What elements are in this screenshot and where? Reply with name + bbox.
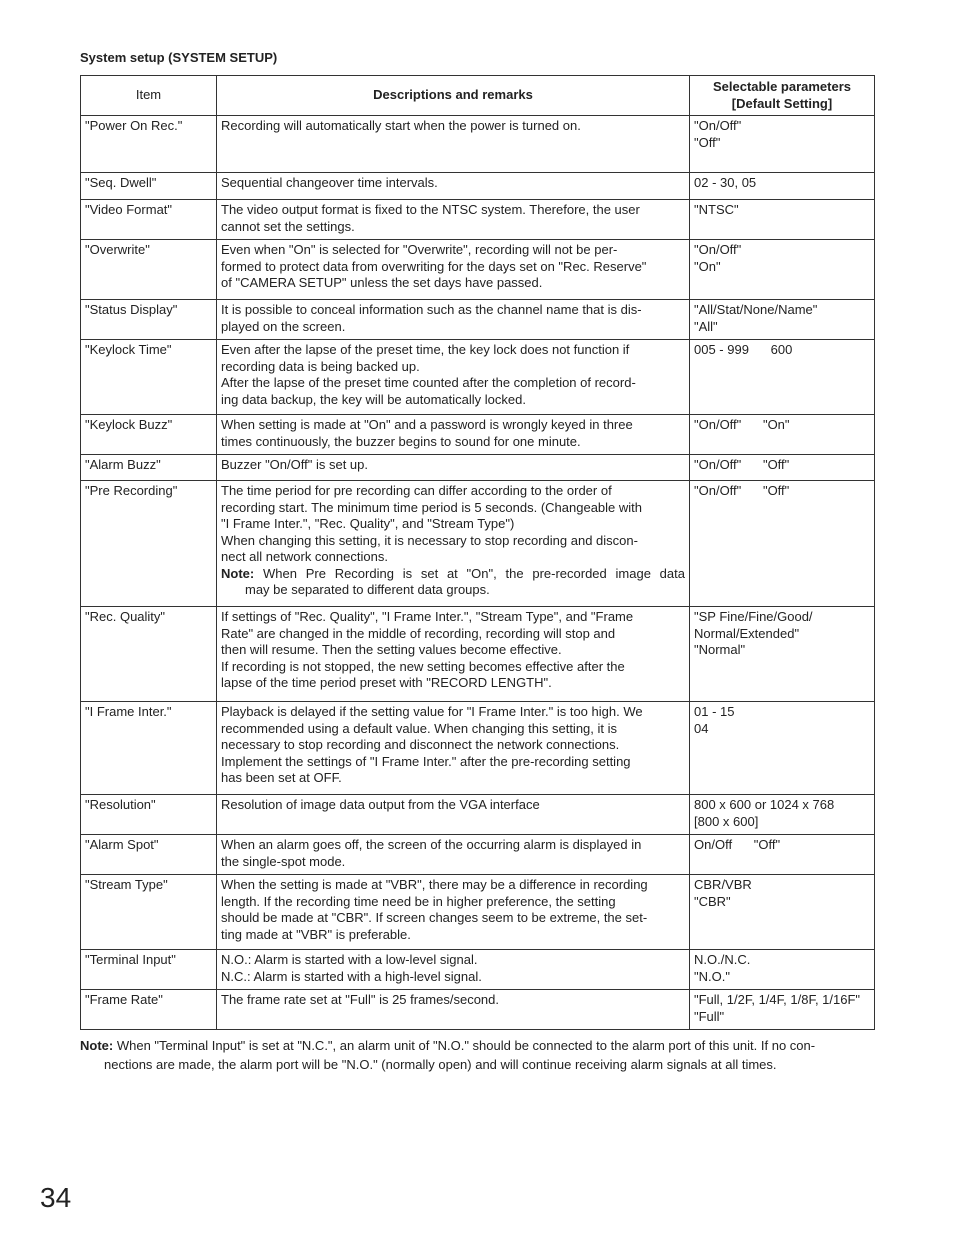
description-cell — [217, 795, 690, 835]
parameter-line: "On/Off" "Off" — [694, 483, 790, 498]
table-row — [81, 415, 875, 455]
description-line: When the setting is made at "VBR", there may be a difference in recording — [221, 877, 648, 892]
description-cell — [217, 875, 690, 950]
description-line: It is possible to conceal information such as the channel name that is dis- — [221, 302, 642, 317]
footnote-line2: nections are made, the alarm port will be "N.O." (normally open) and will continue receiving alarm signals at all times. — [104, 1056, 777, 1072]
item-cell: "Rec. Quality" — [81, 607, 217, 702]
footnote — [80, 1037, 876, 1074]
description-cell — [217, 702, 690, 795]
description-line: The video output format is fixed to the NTSC system. Therefore, the user — [221, 202, 640, 217]
parameter-line: On/Off "Off" — [694, 837, 781, 852]
table-row — [81, 990, 875, 1030]
parameter-line: "On" — [694, 258, 721, 274]
header-item: Item — [81, 76, 217, 116]
description-line: should be made at "CBR". If screen changes seem to be extreme, the set- — [221, 910, 648, 925]
table-row — [81, 340, 875, 415]
description-line: necessary to stop recording and disconnect the network connections. — [221, 737, 620, 752]
footnote-line1 — [80, 1037, 876, 1056]
description-line: ting made at "VBR" is preferable. — [221, 926, 411, 942]
item-cell: "Status Display" — [81, 300, 217, 340]
item-cell: "I Frame Inter." — [81, 702, 217, 795]
parameters-cell — [690, 116, 875, 173]
item-cell: "Keylock Buzz" — [81, 415, 217, 455]
parameter-line: "All/Stat/None/Name" — [694, 302, 818, 317]
footnote-text1: When "Terminal Input" is set at "N.C.", an alarm unit of "N.O." should be connected to the alarm port of this unit. If no con- — [116, 1038, 816, 1053]
parameters-cell — [690, 795, 875, 835]
parameters-cell — [690, 455, 875, 481]
table-row — [81, 481, 875, 607]
note-text: may be separated to different data groups. — [245, 582, 490, 597]
description-line: lapse of the time period preset with "RECORD LENGTH". — [221, 675, 552, 690]
parameters-cell — [690, 481, 875, 607]
description-cell — [217, 990, 690, 1030]
description-line: Even when "On" is selected for "Overwrite", recording will not be per- — [221, 242, 618, 257]
description-line: When setting is made at "On" and a password is wrongly keyed in three — [221, 417, 633, 432]
parameters-cell — [690, 875, 875, 950]
table-row — [81, 835, 875, 875]
description-line: Buzzer "On/Off" is set up. — [221, 457, 368, 472]
description-cell — [217, 415, 690, 455]
description-line: the single-spot mode. — [221, 853, 346, 869]
description-line: Implement the settings of "I Frame Inter." after the pre-recording setting — [221, 753, 631, 769]
parameters-cell — [690, 173, 875, 200]
description-line: length. If the recording time need be in higher preference, the setting — [221, 893, 616, 909]
parameter-line: 04 — [694, 720, 709, 736]
table-row — [81, 795, 875, 835]
parameter-line: 02 - 30, 05 — [694, 175, 757, 190]
description-line: N.O.: Alarm is started with a low-level signal. — [221, 952, 478, 967]
parameters-cell — [690, 835, 875, 875]
parameter-line: "N.O." — [694, 968, 730, 984]
page-title: System setup (SYSTEM SETUP) — [80, 50, 278, 65]
parameters-cell — [690, 702, 875, 795]
description-line: N.C.: Alarm is started with a high-level signal. — [221, 968, 482, 984]
description-cell — [217, 607, 690, 702]
header-parameters-line2: [Default Setting] — [731, 95, 833, 111]
table-row — [81, 240, 875, 300]
parameter-line: "SP Fine/Fine/Good/ — [694, 609, 813, 624]
parameters-cell — [690, 340, 875, 415]
header-descriptions: Descriptions and remarks — [217, 76, 690, 116]
item-cell: "Alarm Spot" — [81, 835, 217, 875]
description-line: recommended using a default value. When changing this setting, it is — [221, 720, 618, 736]
table-row — [81, 950, 875, 990]
note-label: Note: — [221, 565, 255, 581]
description-cell — [217, 481, 690, 607]
description-line: Resolution of image data output from the VGA interface — [221, 797, 540, 812]
parameter-line: "CBR" — [694, 893, 731, 909]
description-line: then will resume. Then the setting values become effective. — [221, 642, 562, 657]
description-line: Even after the lapse of the preset time, the key lock does not function if — [221, 342, 630, 357]
description-line: times continuously, the buzzer begins to sound for one minute. — [221, 433, 581, 449]
description-line: When changing this setting, it is necessary to stop recording and discon- — [221, 532, 638, 548]
item-cell: "Stream Type" — [81, 875, 217, 950]
table-row — [81, 875, 875, 950]
parameters-cell — [690, 200, 875, 240]
description-note — [221, 566, 685, 583]
item-cell: "Alarm Buzz" — [81, 455, 217, 481]
table-row — [81, 455, 875, 481]
description-line: Recording will automatically start when the power is turned on. — [221, 118, 581, 133]
item-cell: "Power On Rec." — [81, 116, 217, 173]
parameter-line: "Normal" — [694, 642, 746, 657]
parameter-line: "On/Off" — [694, 242, 742, 257]
description-line: "I Frame Inter.", "Rec. Quality", and "Stream Type") — [221, 516, 515, 531]
description-line: played on the screen. — [221, 318, 346, 334]
description-line: nect all network connections. — [221, 549, 388, 564]
parameter-line: N.O./N.C. — [694, 952, 751, 967]
description-line: Playback is delayed if the setting value for "I Frame Inter." is too high. We — [221, 704, 643, 719]
description-cell — [217, 455, 690, 481]
description-line: If settings of "Rec. Quality", "I Frame Inter.", "Stream Type", and "Frame — [221, 609, 634, 624]
page-number: 34 — [40, 1182, 72, 1213]
parameter-line: "All" — [694, 318, 718, 334]
parameter-line: [800 x 600] — [694, 813, 759, 829]
parameter-line: 800 x 600 or 1024 x 768 — [694, 797, 835, 812]
description-line: The frame rate set at "Full" is 25 frames/second. — [221, 992, 500, 1007]
table-header-row — [81, 76, 875, 116]
table-row — [81, 300, 875, 340]
table-row — [81, 607, 875, 702]
parameter-line: "Full" — [694, 1008, 725, 1024]
table-row — [81, 702, 875, 795]
table-row — [81, 200, 875, 240]
description-line: Rate" are changed in the middle of recording, recording will stop and — [221, 625, 616, 641]
item-cell: "Seq. Dwell" — [81, 173, 217, 200]
item-cell: "Keylock Time" — [81, 340, 217, 415]
description-cell — [217, 116, 690, 173]
system-setup-table — [80, 75, 875, 1030]
parameters-cell — [690, 950, 875, 990]
description-line: After the lapse of the preset time counted after the completion of record- — [221, 375, 636, 390]
parameters-cell — [690, 300, 875, 340]
description-line: has been set at OFF. — [221, 770, 342, 785]
description-line: recording start. The minimum time period is 5 seconds. (Changeable with — [221, 499, 643, 515]
note-text: When Pre Recording is set at "On", the pre-recorded image data — [262, 565, 685, 581]
parameter-line: "Full, 1/2F, 1/4F, 1/8F, 1/16F" — [694, 992, 861, 1007]
item-cell: "Overwrite" — [81, 240, 217, 300]
item-cell: "Resolution" — [81, 795, 217, 835]
parameter-line: "NTSC" — [694, 202, 739, 217]
description-cell — [217, 173, 690, 200]
description-line: formed to protect data from overwriting for the days set on "Rec. Reserve" — [221, 258, 647, 274]
description-line: recording data is being backed up. — [221, 358, 420, 374]
description-line: The time period for pre recording can differ according to the order of — [221, 483, 612, 498]
item-cell: "Pre Recording" — [81, 481, 217, 607]
parameter-line: Normal/Extended" — [694, 625, 800, 641]
parameter-line: "On/Off" "Off" — [694, 457, 790, 472]
parameter-line: "Off" — [694, 134, 721, 150]
description-cell — [217, 240, 690, 300]
parameter-line: "On/Off" — [694, 118, 742, 133]
description-cell — [217, 835, 690, 875]
item-cell: "Terminal Input" — [81, 950, 217, 990]
parameters-cell — [690, 990, 875, 1030]
parameters-cell — [690, 607, 875, 702]
description-cell — [217, 300, 690, 340]
parameter-line: CBR/VBR — [694, 877, 752, 892]
parameter-line: 005 - 999 600 — [694, 342, 793, 357]
parameter-line: "On/Off" "On" — [694, 417, 790, 432]
description-line: of "CAMERA SETUP" unless the set days have passed. — [221, 275, 543, 290]
description-cell — [217, 950, 690, 990]
table-row — [81, 173, 875, 200]
description-cell — [217, 340, 690, 415]
description-cell — [217, 200, 690, 240]
table-row — [81, 116, 875, 173]
description-line: When an alarm goes off, the screen of the occurring alarm is displayed in — [221, 837, 642, 852]
parameter-line: 01 - 15 — [694, 704, 735, 719]
description-line: ing data backup, the key will be automatically locked. — [221, 391, 526, 407]
header-parameters — [690, 76, 875, 116]
description-line: Sequential changeover time intervals. — [221, 175, 438, 190]
description-line: cannot set the settings. — [221, 218, 355, 234]
parameters-cell — [690, 415, 875, 455]
footnote-label: Note: — [80, 1038, 114, 1053]
description-line: If recording is not stopped, the new setting becomes effective after the — [221, 658, 625, 674]
item-cell: "Frame Rate" — [81, 990, 217, 1030]
item-cell: "Video Format" — [81, 200, 217, 240]
header-parameters-line1: Selectable parameters — [712, 79, 852, 94]
parameters-cell — [690, 240, 875, 300]
